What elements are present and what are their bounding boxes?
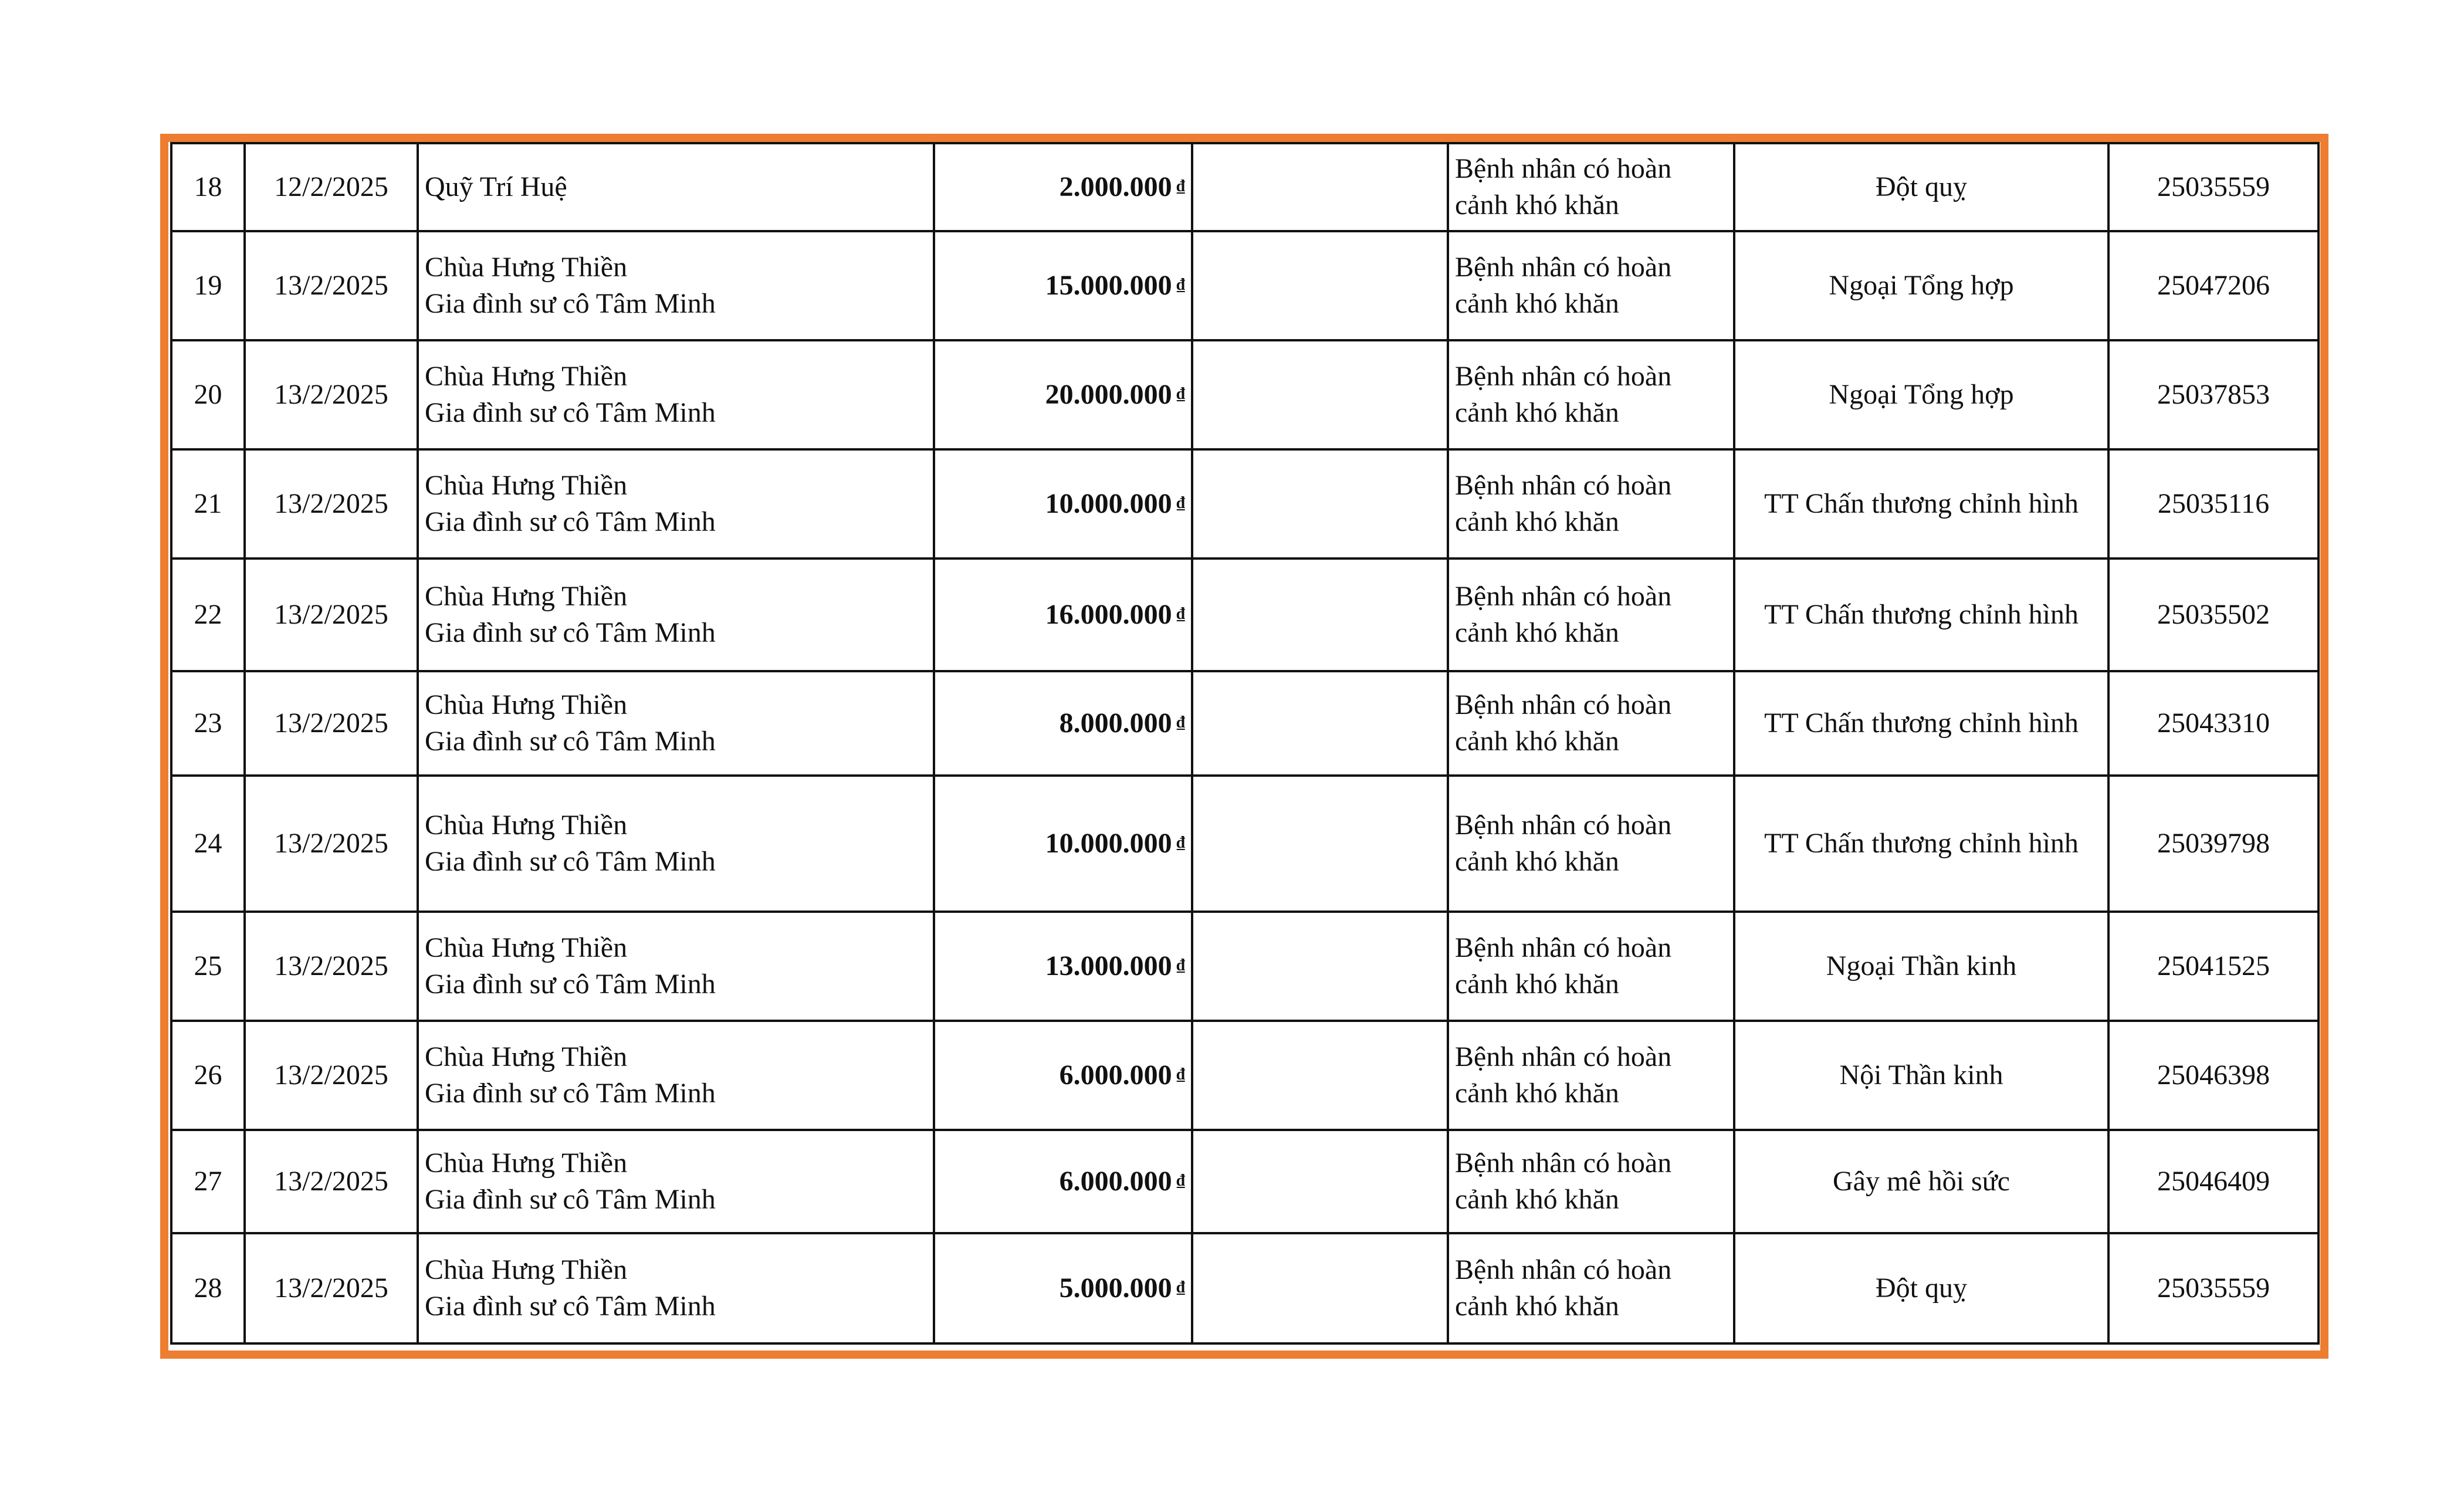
department-name: TT Chấn thương chỉnh hình bbox=[1764, 827, 2079, 859]
patient-code: 25043310 bbox=[2157, 707, 2270, 739]
donor-cell bbox=[418, 449, 934, 559]
row-number: 28 bbox=[194, 1272, 222, 1304]
donor-name-line: Chùa Hưng Thiền bbox=[425, 689, 628, 720]
date-cell bbox=[245, 776, 418, 912]
donation-amount: 2.000.000 bbox=[1059, 171, 1172, 202]
currency-symbol: ₫ bbox=[1176, 956, 1185, 974]
currency-symbol: ₫ bbox=[1176, 177, 1185, 195]
donation-amount: 13.000.000 bbox=[1045, 950, 1172, 981]
currency-symbol: ₫ bbox=[1176, 713, 1185, 732]
patient-code: 25035559 bbox=[2157, 171, 2270, 202]
donation-amount: 20.000.000 bbox=[1045, 378, 1172, 410]
department-cell bbox=[1734, 340, 2108, 449]
department-cell bbox=[1734, 671, 2108, 776]
donor-name-line: Chùa Hưng Thiền bbox=[425, 360, 628, 392]
date-cell bbox=[245, 143, 418, 231]
department-name: Ngoại Tổng hợp bbox=[1829, 378, 2014, 410]
donation-amount: 10.000.000 bbox=[1045, 488, 1172, 519]
donation-date: 13/2/2025 bbox=[274, 1165, 388, 1197]
department-name: Ngoại Tổng hợp bbox=[1829, 269, 2014, 301]
row-number-cell bbox=[171, 1233, 245, 1343]
amount-cell bbox=[934, 776, 1192, 912]
patient-code-cell bbox=[2108, 449, 2319, 559]
purpose-line: cảnh khó khăn bbox=[1455, 1291, 1619, 1322]
amount-cell bbox=[934, 340, 1192, 449]
department-cell bbox=[1734, 912, 2108, 1021]
currency-symbol: ₫ bbox=[1176, 275, 1185, 294]
department-name: TT Chấn thương chỉnh hình bbox=[1764, 707, 2079, 739]
donation-date: 13/2/2025 bbox=[274, 488, 388, 519]
donor-cell bbox=[418, 559, 934, 671]
row-number-cell bbox=[171, 1130, 245, 1233]
purpose-line: Bệnh nhân có hoàn bbox=[1455, 580, 1672, 612]
purpose-cell bbox=[1448, 1021, 1734, 1130]
purpose-cell bbox=[1448, 1130, 1734, 1233]
row-number: 24 bbox=[194, 827, 222, 859]
donor-name-line: Chùa Hưng Thiền bbox=[425, 809, 628, 841]
department-cell bbox=[1734, 449, 2108, 559]
note-cell bbox=[1192, 340, 1448, 449]
row-number-cell bbox=[171, 340, 245, 449]
donor-name-line: Gia đình sư cô Tâm Minh bbox=[425, 288, 716, 319]
table-row bbox=[171, 143, 2319, 231]
department-cell bbox=[1734, 143, 2108, 231]
currency-symbol: ₫ bbox=[1176, 833, 1185, 852]
patient-code-cell bbox=[2108, 231, 2319, 340]
date-cell bbox=[245, 1233, 418, 1343]
donor-name-line: Gia đình sư cô Tâm Minh bbox=[425, 726, 716, 757]
date-cell bbox=[245, 1130, 418, 1233]
table-row bbox=[171, 1233, 2319, 1343]
row-number-cell bbox=[171, 1021, 245, 1130]
date-cell bbox=[245, 1021, 418, 1130]
patient-code: 25035116 bbox=[2157, 488, 2270, 519]
amount-cell bbox=[934, 1130, 1192, 1233]
donor-name-line: Gia đình sư cô Tâm Minh bbox=[425, 617, 716, 648]
donor-name-line: Chùa Hưng Thiền bbox=[425, 580, 628, 612]
donor-cell bbox=[418, 143, 934, 231]
note-cell bbox=[1192, 1021, 1448, 1130]
date-cell bbox=[245, 231, 418, 340]
department-cell bbox=[1734, 1130, 2108, 1233]
purpose-line: Bệnh nhân có hoàn bbox=[1455, 689, 1672, 720]
purpose-cell bbox=[1448, 671, 1734, 776]
donation-date: 13/2/2025 bbox=[274, 269, 388, 301]
donor-name-line: Gia đình sư cô Tâm Minh bbox=[425, 969, 716, 1000]
table-row bbox=[171, 1130, 2319, 1233]
department-cell bbox=[1734, 776, 2108, 912]
purpose-cell bbox=[1448, 912, 1734, 1021]
purpose-line: Bệnh nhân có hoàn bbox=[1455, 1254, 1672, 1285]
department-name: Gây mê hồi sức bbox=[1833, 1165, 2010, 1197]
note-cell bbox=[1192, 231, 1448, 340]
patient-code-cell bbox=[2108, 1021, 2319, 1130]
table-row bbox=[171, 559, 2319, 671]
table-body bbox=[171, 143, 2319, 1343]
note-cell bbox=[1192, 559, 1448, 671]
amount-cell bbox=[934, 143, 1192, 231]
donor-name-line: Gia đình sư cô Tâm Minh bbox=[425, 506, 716, 537]
purpose-line: Bệnh nhân có hoàn bbox=[1455, 809, 1672, 841]
department-name: TT Chấn thương chỉnh hình bbox=[1764, 488, 2079, 519]
amount-cell bbox=[934, 1021, 1192, 1130]
donation-amount: 15.000.000 bbox=[1045, 269, 1172, 301]
purpose-cell bbox=[1448, 449, 1734, 559]
amount-cell bbox=[934, 671, 1192, 776]
table-row bbox=[171, 1021, 2319, 1130]
department-name: Ngoại Thần kinh bbox=[1826, 950, 2017, 981]
patient-code: 25039798 bbox=[2157, 827, 2270, 859]
row-number-cell bbox=[171, 912, 245, 1021]
row-number: 26 bbox=[194, 1059, 222, 1091]
row-number-cell bbox=[171, 671, 245, 776]
row-number: 22 bbox=[194, 598, 222, 630]
table-row bbox=[171, 449, 2319, 559]
amount-cell bbox=[934, 559, 1192, 671]
donation-amount: 8.000.000 bbox=[1059, 707, 1172, 739]
donor-name-line: Chùa Hưng Thiền bbox=[425, 932, 628, 963]
purpose-line: Bệnh nhân có hoàn bbox=[1455, 1147, 1672, 1179]
amount-cell bbox=[934, 912, 1192, 1021]
currency-symbol: ₫ bbox=[1176, 493, 1185, 512]
purpose-cell bbox=[1448, 143, 1734, 231]
patient-code-cell bbox=[2108, 559, 2319, 671]
donation-amount: 5.000.000 bbox=[1059, 1272, 1172, 1304]
row-number: 18 bbox=[194, 171, 222, 202]
patient-code-cell bbox=[2108, 340, 2319, 449]
row-number: 25 bbox=[194, 950, 222, 981]
date-cell bbox=[245, 559, 418, 671]
donor-cell bbox=[418, 1021, 934, 1130]
patient-code: 25046409 bbox=[2157, 1165, 2270, 1197]
department-cell bbox=[1734, 231, 2108, 340]
patient-code-cell bbox=[2108, 1130, 2319, 1233]
row-number: 21 bbox=[194, 488, 222, 519]
patient-code: 25035559 bbox=[2157, 1272, 2270, 1304]
row-number-cell bbox=[171, 776, 245, 912]
donor-cell bbox=[418, 1233, 934, 1343]
patient-code: 25041525 bbox=[2157, 950, 2270, 981]
table-row bbox=[171, 671, 2319, 776]
donation-table bbox=[170, 142, 2320, 1345]
donor-name-line: Chùa Hưng Thiền bbox=[425, 469, 628, 501]
purpose-line: cảnh khó khăn bbox=[1455, 1078, 1619, 1109]
patient-code-cell bbox=[2108, 143, 2319, 231]
purpose-line: cảnh khó khăn bbox=[1455, 969, 1619, 1000]
note-cell bbox=[1192, 912, 1448, 1021]
row-number-cell bbox=[171, 559, 245, 671]
donor-name-line: Gia đình sư cô Tâm Minh bbox=[425, 397, 716, 428]
row-number-cell bbox=[171, 231, 245, 340]
patient-code-cell bbox=[2108, 912, 2319, 1021]
purpose-cell bbox=[1448, 340, 1734, 449]
amount-cell bbox=[934, 449, 1192, 559]
donor-name-line: Quỹ Trí Huệ bbox=[425, 171, 567, 202]
note-cell bbox=[1192, 776, 1448, 912]
purpose-line: Bệnh nhân có hoàn bbox=[1455, 1041, 1672, 1072]
patient-code-cell bbox=[2108, 671, 2319, 776]
currency-symbol: ₫ bbox=[1176, 604, 1185, 623]
row-number: 27 bbox=[194, 1165, 222, 1197]
donation-date: 13/2/2025 bbox=[274, 1059, 388, 1091]
purpose-cell bbox=[1448, 231, 1734, 340]
note-cell bbox=[1192, 1233, 1448, 1343]
amount-cell bbox=[934, 231, 1192, 340]
department-name: Đột quỵ bbox=[1876, 1272, 1967, 1304]
department-cell bbox=[1734, 559, 2108, 671]
donation-date: 13/2/2025 bbox=[274, 598, 388, 630]
row-number: 20 bbox=[194, 378, 222, 410]
purpose-line: cảnh khó khăn bbox=[1455, 726, 1619, 757]
donation-date: 13/2/2025 bbox=[274, 1272, 388, 1304]
date-cell bbox=[245, 671, 418, 776]
purpose-line: cảnh khó khăn bbox=[1455, 617, 1619, 648]
date-cell bbox=[245, 340, 418, 449]
row-number-cell bbox=[171, 449, 245, 559]
donation-date: 13/2/2025 bbox=[274, 378, 388, 410]
donor-name-line: Chùa Hưng Thiền bbox=[425, 251, 628, 283]
patient-code-cell bbox=[2108, 776, 2319, 912]
department-name: Nội Thần kinh bbox=[1839, 1059, 2003, 1091]
table-row bbox=[171, 340, 2319, 449]
patient-code-cell bbox=[2108, 1233, 2319, 1343]
row-number: 19 bbox=[194, 269, 222, 301]
note-cell bbox=[1192, 671, 1448, 776]
department-name: Đột quỵ bbox=[1876, 171, 1967, 202]
donation-date: 13/2/2025 bbox=[274, 827, 388, 859]
purpose-line: Bệnh nhân có hoàn bbox=[1455, 153, 1672, 184]
purpose-line: Bệnh nhân có hoàn bbox=[1455, 469, 1672, 501]
patient-code: 25046398 bbox=[2157, 1059, 2270, 1091]
donor-name-line: Gia đình sư cô Tâm Minh bbox=[425, 1078, 716, 1109]
donor-name-line: Chùa Hưng Thiền bbox=[425, 1041, 628, 1072]
donation-amount: 6.000.000 bbox=[1059, 1165, 1172, 1197]
table-row bbox=[171, 776, 2319, 912]
donor-name-line: Gia đình sư cô Tâm Minh bbox=[425, 1184, 716, 1215]
currency-symbol: ₫ bbox=[1176, 1171, 1185, 1190]
purpose-line: cảnh khó khăn bbox=[1455, 189, 1619, 221]
purpose-cell bbox=[1448, 1233, 1734, 1343]
donor-cell bbox=[418, 340, 934, 449]
date-cell bbox=[245, 912, 418, 1021]
department-name: TT Chấn thương chỉnh hình bbox=[1764, 598, 2079, 630]
note-cell bbox=[1192, 1130, 1448, 1233]
purpose-line: Bệnh nhân có hoàn bbox=[1455, 360, 1672, 392]
patient-code: 25047206 bbox=[2157, 269, 2270, 301]
donation-amount: 6.000.000 bbox=[1059, 1059, 1172, 1091]
donation-amount: 10.000.000 bbox=[1045, 827, 1172, 859]
donation-date: 13/2/2025 bbox=[274, 707, 388, 739]
purpose-cell bbox=[1448, 559, 1734, 671]
donation-date: 13/2/2025 bbox=[274, 950, 388, 981]
note-cell bbox=[1192, 143, 1448, 231]
donor-cell bbox=[418, 912, 934, 1021]
donation-date: 12/2/2025 bbox=[274, 171, 388, 202]
currency-symbol: ₫ bbox=[1176, 384, 1185, 403]
purpose-line: cảnh khó khăn bbox=[1455, 397, 1619, 428]
purpose-line: cảnh khó khăn bbox=[1455, 846, 1619, 877]
donor-cell bbox=[418, 671, 934, 776]
row-number: 23 bbox=[194, 707, 222, 739]
department-cell bbox=[1734, 1021, 2108, 1130]
row-number-cell bbox=[171, 143, 245, 231]
patient-code: 25037853 bbox=[2157, 378, 2270, 410]
purpose-line: Bệnh nhân có hoàn bbox=[1455, 932, 1672, 963]
amount-cell bbox=[934, 1233, 1192, 1343]
donor-name-line: Gia đình sư cô Tâm Minh bbox=[425, 846, 716, 877]
date-cell bbox=[245, 449, 418, 559]
patient-code: 25035502 bbox=[2157, 598, 2270, 630]
department-cell bbox=[1734, 1233, 2108, 1343]
purpose-line: cảnh khó khăn bbox=[1455, 506, 1619, 537]
table-row bbox=[171, 912, 2319, 1021]
purpose-line: cảnh khó khăn bbox=[1455, 288, 1619, 319]
donor-cell bbox=[418, 776, 934, 912]
donor-name-line: Chùa Hưng Thiền bbox=[425, 1254, 628, 1285]
currency-symbol: ₫ bbox=[1176, 1065, 1185, 1084]
purpose-cell bbox=[1448, 776, 1734, 912]
currency-symbol: ₫ bbox=[1176, 1278, 1185, 1297]
donor-name-line: Gia đình sư cô Tâm Minh bbox=[425, 1291, 716, 1322]
note-cell bbox=[1192, 449, 1448, 559]
donor-name-line: Chùa Hưng Thiền bbox=[425, 1147, 628, 1179]
table-row bbox=[171, 231, 2319, 340]
purpose-line: cảnh khó khăn bbox=[1455, 1184, 1619, 1215]
donation-amount: 16.000.000 bbox=[1045, 598, 1172, 630]
donor-cell bbox=[418, 1130, 934, 1233]
donor-cell bbox=[418, 231, 934, 340]
purpose-line: Bệnh nhân có hoàn bbox=[1455, 251, 1672, 283]
